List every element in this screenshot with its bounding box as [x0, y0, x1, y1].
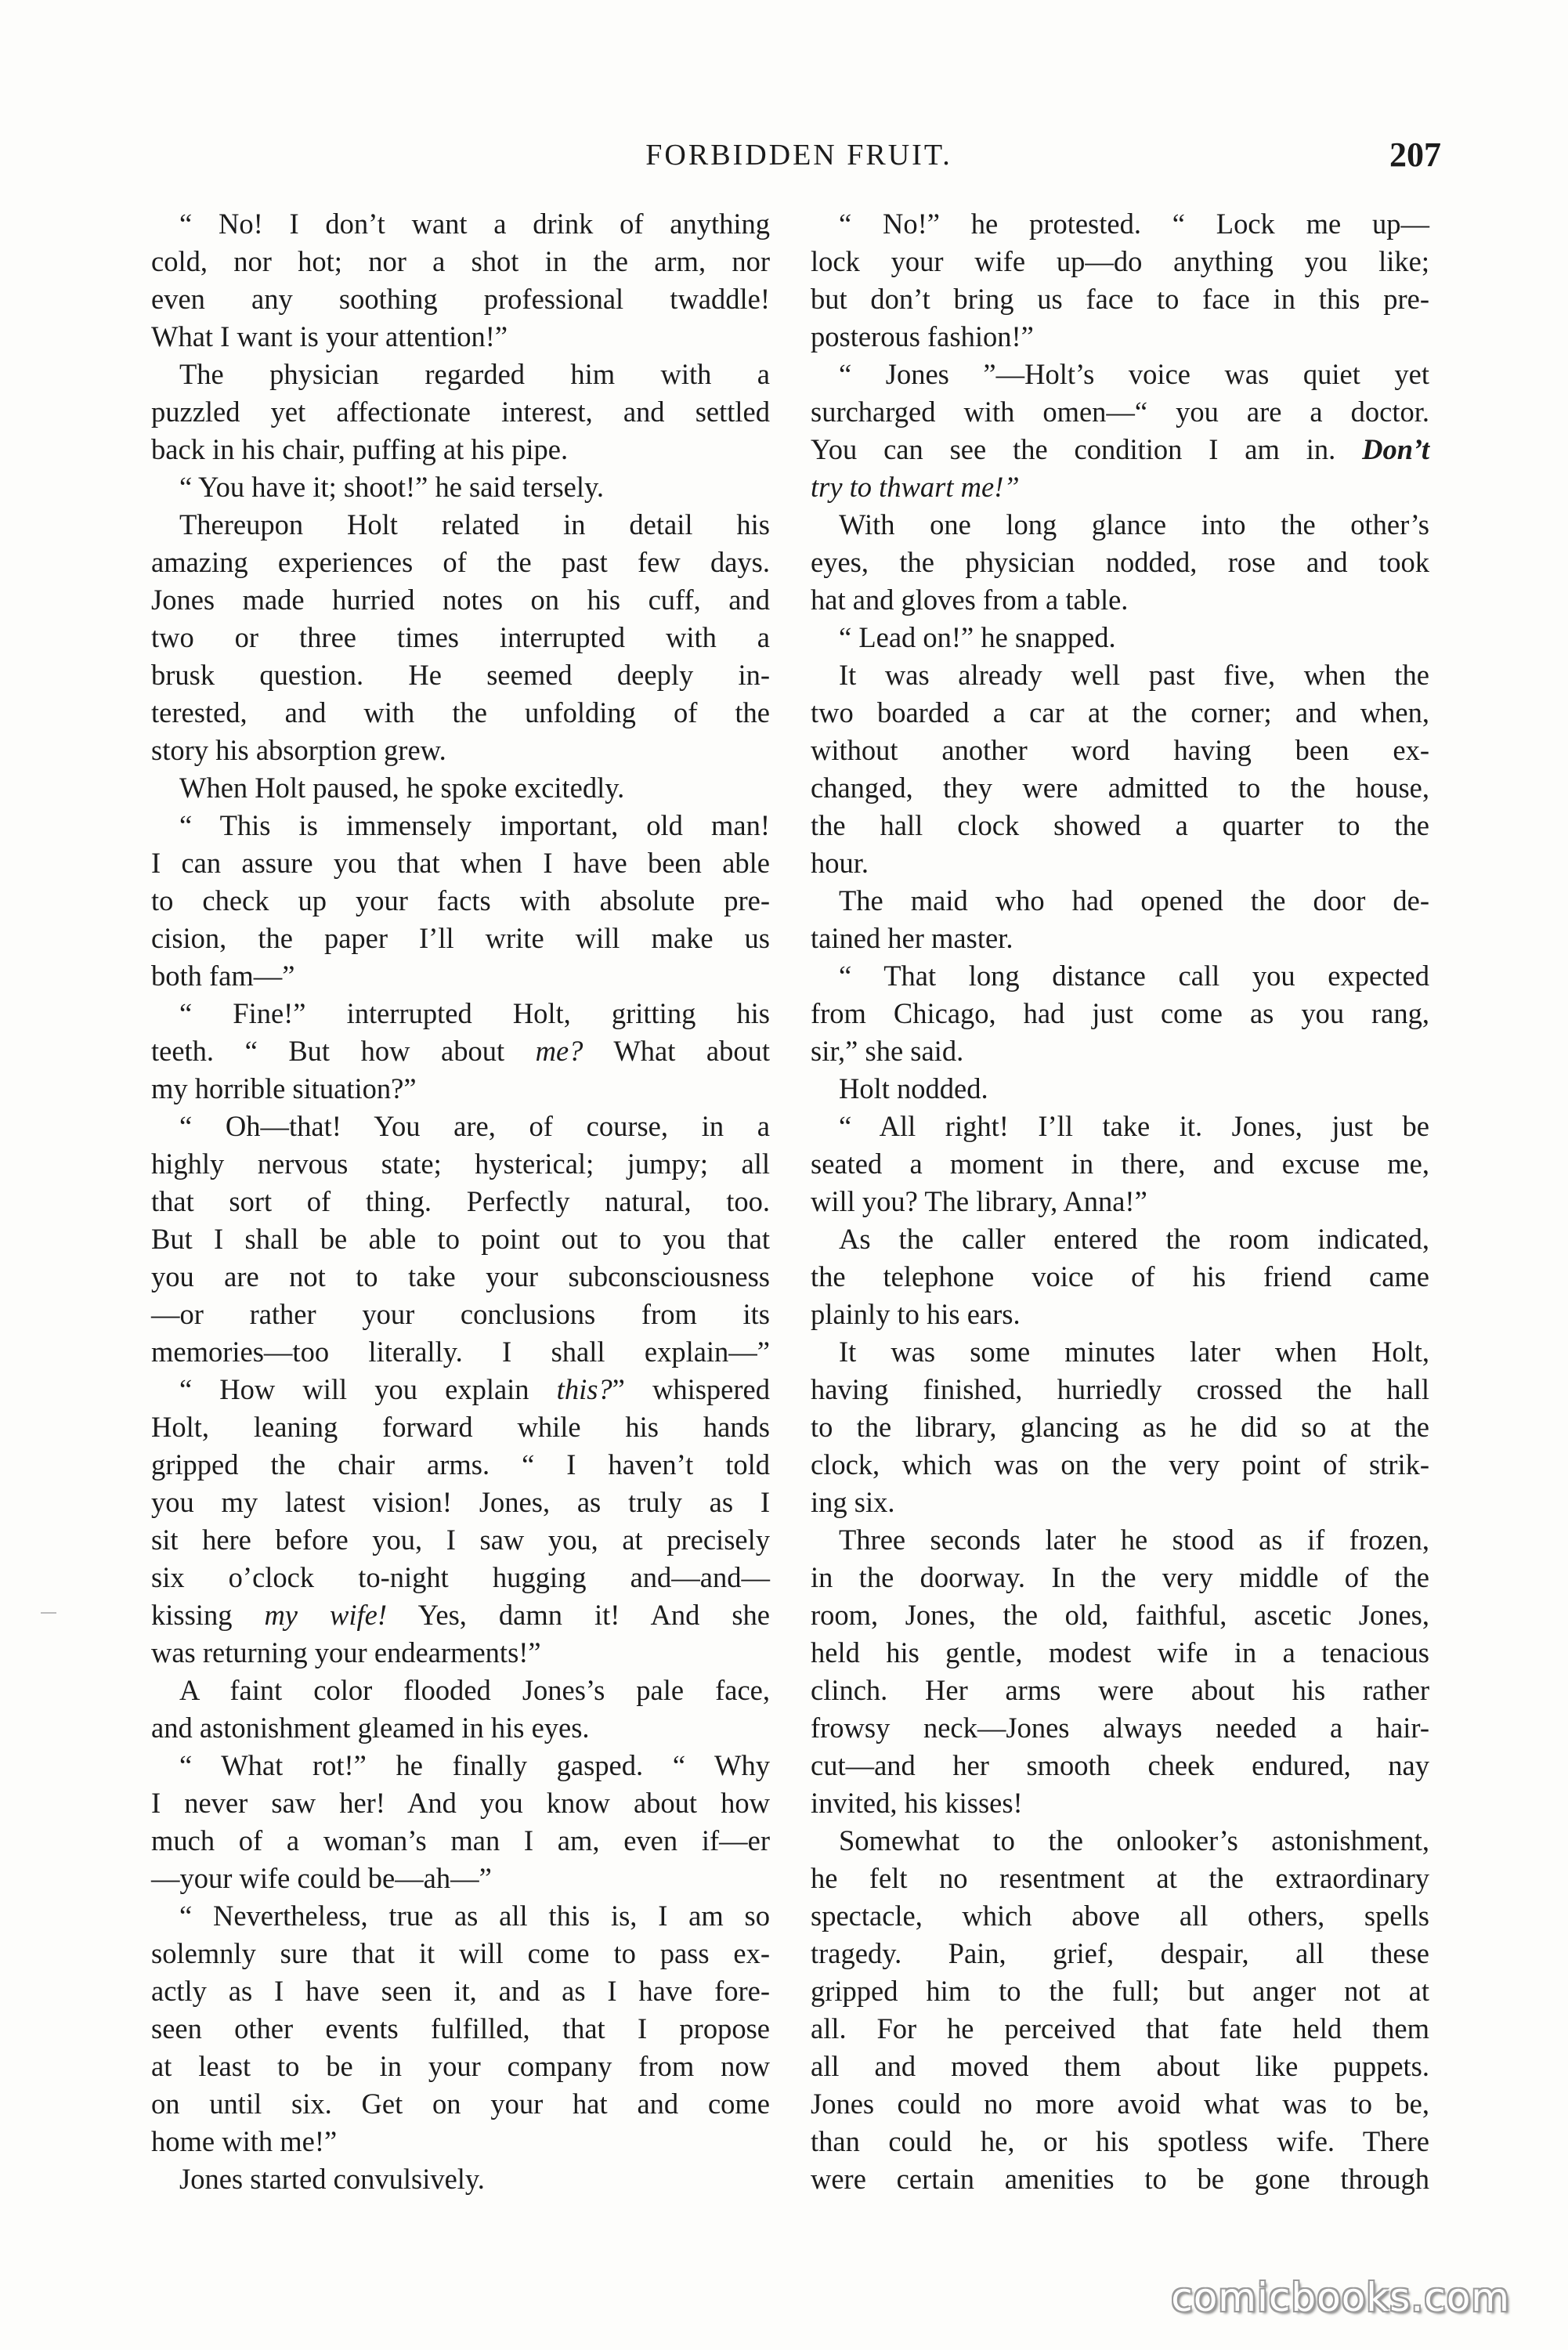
- text-line: “ All right! I’ll take it. Jones, just be: [839, 1110, 1429, 1142]
- text-run: kissing: [151, 1599, 265, 1631]
- text-line: “ Oh—that! You are, of course, in a: [179, 1110, 770, 1142]
- text-line: amazing experiences of the past few days.: [151, 546, 770, 578]
- text-line: “ You have it; shoot!” he said tersely.: [179, 471, 604, 503]
- text-line: [151, 1596, 770, 1634]
- text-line: he felt no resentment at the extraordinary: [811, 1862, 1429, 1894]
- text-line: What I want is your attention!”: [151, 320, 508, 352]
- text-line: surcharged with omen—“ you are a doctor.: [811, 396, 1429, 428]
- text-line: from Chicago, had just come as you rang,: [811, 997, 1429, 1029]
- text-line: cision, the paper I’ll write will make us: [151, 922, 770, 954]
- text-line: but don’t bring us face to face in this pre-: [811, 283, 1429, 315]
- text-line: Jones could no more avoid what was to be,: [811, 2088, 1429, 2120]
- text-line: two or three times interrupted with a: [151, 621, 770, 653]
- text-run: Yes, damn it! And she: [387, 1599, 770, 1631]
- page-number: 207: [1389, 136, 1441, 174]
- page-header: [157, 135, 1441, 185]
- text-line: I never saw her! And you know about how: [151, 1787, 770, 1819]
- text-line: plainly to his ears.: [811, 1298, 1021, 1330]
- text-line: the hall clock showed a quarter to the: [811, 809, 1429, 841]
- text-line: that sort of thing. Perfectly natural, too.: [151, 1185, 770, 1217]
- text-line: cut—and her smooth cheek endured, nay: [811, 1749, 1429, 1781]
- text-line: at least to be in your company from now: [151, 2050, 770, 2082]
- watermark-logo: comicbooks.com: [1171, 2275, 1510, 2320]
- emphasis-text: try to thwart me!”: [811, 471, 1020, 503]
- text-line: lock your wife up—do anything you like;: [811, 245, 1429, 277]
- text-line: six o’clock to-night hugging and—and—: [151, 1561, 770, 1593]
- text-line: room, Jones, the old, faithful, ascetic Jones,: [811, 1599, 1429, 1631]
- text-run: teeth. “ But how about: [151, 1035, 536, 1067]
- text-line: Somewhat to the onlooker’s astonishment,: [839, 1824, 1429, 1856]
- text-line: tained her master.: [811, 922, 1013, 954]
- text-line: will you? The library, Anna!”: [811, 1185, 1147, 1217]
- text-line: Jones made hurried notes on his cuff, and: [151, 584, 770, 616]
- text-line: Holt nodded.: [839, 1072, 988, 1104]
- right-text-column: [811, 205, 1429, 2198]
- text-line: The physician regarded him with a: [179, 358, 770, 390]
- left-text-column: [151, 205, 770, 2198]
- text-line: But I shall be able to point out to you that: [151, 1223, 770, 1255]
- text-line: —or rather your conclusions from its: [151, 1298, 770, 1330]
- margin-mark: [41, 1612, 56, 1614]
- text-line: clinch. Her arms were about his rather: [811, 1674, 1429, 1706]
- text-line: “ Nevertheless, true as all this is, I am so: [179, 1900, 770, 1932]
- text-line: seen other events fulfilled, that I propose: [151, 2012, 770, 2044]
- text-line: both fam—”: [151, 960, 295, 992]
- text-line: than could he, or his spotless wife. There: [811, 2125, 1429, 2157]
- text-line: you are not to take your subconsciousness: [151, 1260, 770, 1292]
- text-line: in the doorway. In the very middle of the: [811, 1561, 1429, 1593]
- text-line: posterous fashion!”: [811, 320, 1034, 352]
- text-run: What about: [583, 1035, 770, 1067]
- text-line: “ What rot!” he finally gasped. “ Why: [179, 1749, 770, 1781]
- text-line: brusk question. He seemed deeply in-: [151, 659, 770, 691]
- text-line: spectacle, which above all others, spells: [811, 1900, 1429, 1932]
- text-line: “ Lead on!” he snapped.: [839, 621, 1116, 653]
- text-line: When Holt paused, he spoke excitedly.: [179, 772, 625, 804]
- text-line: actly as I have seen it, and as I have fore-: [151, 1975, 770, 2007]
- text-line: back in his chair, puffing at his pipe.: [151, 433, 569, 465]
- text-line: “ Jones ”—Holt’s voice was quiet yet: [839, 358, 1429, 390]
- text-line: were certain amenities to be gone through: [811, 2163, 1429, 2195]
- text-line: clock, which was on the very point of strik-: [811, 1448, 1429, 1480]
- text-line: solemnly sure that it will come to pass ex-: [151, 1937, 770, 1969]
- text-line: The maid who had opened the door de-: [839, 884, 1429, 916]
- text-line: without another word having been ex-: [811, 734, 1429, 766]
- text-line: It was some minutes later when Holt,: [839, 1336, 1429, 1368]
- text-line: changed, they were admitted to the house,: [811, 772, 1429, 804]
- text-run: You can see the condition I am in.: [811, 433, 1363, 465]
- text-line: much of a woman’s man I am, even if—er: [151, 1824, 770, 1856]
- text-line: gripped him to the full; but anger not at: [811, 1975, 1429, 2007]
- text-line: you my latest vision! Jones, as truly as I: [151, 1486, 770, 1518]
- text-line: frowsy neck—Jones always needed a hair-: [811, 1712, 1429, 1744]
- emphasis-text: Don’t: [1362, 433, 1429, 465]
- text-line: [811, 431, 1429, 468]
- emphasis-text: me?: [535, 1035, 583, 1067]
- text-line: seated a moment in there, and excuse me,: [811, 1148, 1429, 1180]
- text-line: home with me!”: [151, 2125, 338, 2157]
- text-line: Holt, leaning forward while his hands: [151, 1411, 770, 1443]
- text-line: to check up your facts with absolute pre-: [151, 884, 770, 916]
- emphasis-text: this?: [556, 1373, 612, 1405]
- text-line: to the library, glancing as he did so at the: [811, 1411, 1429, 1443]
- text-line: [811, 468, 1429, 506]
- text-line: With one long glance into the other’s: [839, 508, 1429, 540]
- text-line: was returning your endearments!”: [151, 1636, 541, 1668]
- emphasis-text: my wife!: [264, 1599, 388, 1631]
- text-line: —your wife could be—ah—”: [151, 1862, 492, 1894]
- text-line: my horrible situation?”: [151, 1072, 417, 1104]
- text-line: two boarded a car at the corner; and when,: [811, 696, 1429, 728]
- text-line: A faint color flooded Jones’s pale face,: [179, 1674, 770, 1706]
- text-line: “ Fine!” interrupted Holt, gritting his: [179, 997, 770, 1029]
- text-line: [151, 1371, 770, 1408]
- text-line: the telephone voice of his friend came: [811, 1260, 1429, 1292]
- text-line: held his gentle, modest wife in a tenacious: [811, 1636, 1429, 1668]
- text-run: “ How will you explain: [179, 1373, 557, 1405]
- text-line: invited, his kisses!: [811, 1787, 1023, 1819]
- text-line: It was already well past five, when the: [839, 659, 1429, 691]
- text-line: having finished, hurriedly crossed the hall: [811, 1373, 1429, 1405]
- text-line: I can assure you that when I have been able: [151, 847, 770, 879]
- text-line: [151, 1032, 770, 1070]
- text-run: ” whispered: [612, 1373, 770, 1405]
- text-line: all and moved them about like puppets.: [811, 2050, 1429, 2082]
- text-line: Three seconds later he stood as if frozen,: [839, 1524, 1429, 1556]
- text-line: tragedy. Pain, grief, despair, all these: [811, 1937, 1429, 1969]
- text-line: “ No!” he protested. “ Lock me up—: [839, 208, 1429, 240]
- text-line: all. For he perceived that fate held them: [811, 2012, 1429, 2044]
- text-line: Jones started convulsively.: [179, 2163, 485, 2195]
- text-line: story his absorption grew.: [151, 734, 446, 766]
- text-line: “ This is immensely important, old man!: [179, 809, 770, 841]
- text-line: hour.: [811, 847, 869, 879]
- text-line: highly nervous state; hysterical; jumpy; all: [151, 1148, 770, 1180]
- text-line: “ No! I don’t want a drink of anything: [179, 208, 770, 240]
- text-line: puzzled yet affectionate interest, and settled: [151, 396, 770, 428]
- text-line: cold, nor hot; nor a shot in the arm, nor: [151, 245, 770, 277]
- text-line: As the caller entered the room indicated,: [839, 1223, 1429, 1255]
- text-line: sir,” she said.: [811, 1035, 964, 1067]
- text-line: “ That long distance call you expected: [839, 960, 1429, 992]
- text-line: Thereupon Holt related in detail his: [179, 508, 770, 540]
- text-line: sit here before you, I saw you, at precisely: [151, 1524, 770, 1556]
- text-line: eyes, the physician nodded, rose and took: [811, 546, 1429, 578]
- text-line: terested, and with the unfolding of the: [151, 696, 770, 728]
- running-title: FORBIDDEN FRUIT.: [645, 139, 952, 172]
- text-line: hat and gloves from a table.: [811, 584, 1129, 616]
- text-line: gripped the chair arms. “ I haven’t told: [151, 1448, 770, 1480]
- text-line: ing six.: [811, 1486, 895, 1518]
- text-line: even any soothing professional twaddle!: [151, 283, 770, 315]
- text-line: and astonishment gleamed in his eyes.: [151, 1712, 590, 1744]
- text-line: on until six. Get on your hat and come: [151, 2088, 770, 2120]
- text-line: memories—too literally. I shall explain—”: [151, 1336, 770, 1368]
